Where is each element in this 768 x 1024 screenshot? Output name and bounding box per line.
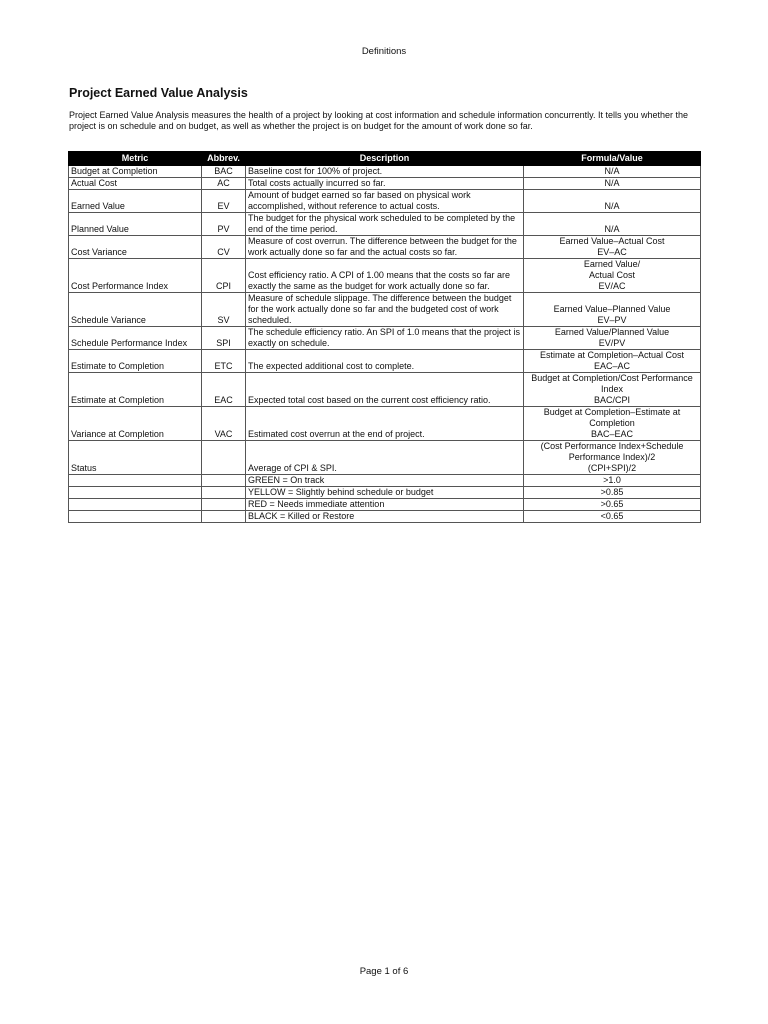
table-row (69, 166, 701, 178)
description-cell: Measure of schedule slippage. The difference between the budget for the work actually done so far and the budgeted cost of work scheduled. (246, 293, 524, 327)
abbrev-cell: SV (202, 293, 246, 327)
table-row (69, 213, 701, 236)
description-cell: BLACK = Killed or Restore (246, 511, 524, 523)
abbrev-cell: EAC (202, 373, 246, 407)
table-row (69, 487, 701, 499)
table-row (69, 190, 701, 213)
metric-cell: Status (69, 441, 202, 475)
formula-cell: N/A (524, 166, 701, 178)
abbrev-cell (202, 511, 246, 523)
description-cell: Estimated cost overrun at the end of project. (246, 407, 524, 441)
metric-cell: Budget at Completion (69, 166, 202, 178)
metric-cell: Actual Cost (69, 178, 202, 190)
description-cell: Expected total cost based on the current cost efficiency ratio. (246, 373, 524, 407)
table-row (69, 350, 701, 373)
table-row (69, 178, 701, 190)
metric-cell: Schedule Performance Index (69, 327, 202, 350)
table-row (69, 407, 701, 441)
table-row (69, 259, 701, 293)
formula-cell: Budget at Completion/Cost Performance Index BAC/CPI (524, 373, 701, 407)
metric-cell (69, 475, 202, 487)
abbrev-cell: PV (202, 213, 246, 236)
table-header-row (69, 152, 701, 166)
description-cell: Measure of cost overrun. The difference between the budget for the work actually done so far and the actual costs so far. (246, 236, 524, 259)
formula-cell: >0.65 (524, 499, 701, 511)
formula-cell: Estimate at Completion–Actual Cost EAC–AC (524, 350, 701, 373)
metric-cell: Schedule Variance (69, 293, 202, 327)
formula-cell: >1.0 (524, 475, 701, 487)
description-cell: Baseline cost for 100% of project. (246, 166, 524, 178)
formula-cell: Budget at Completion–Estimate at Completion BAC–EAC (524, 407, 701, 441)
description-cell: Average of CPI & SPI. (246, 441, 524, 475)
formula-cell: Earned Value/ Actual Cost EV/AC (524, 259, 701, 293)
table-row (69, 511, 701, 523)
intro-paragraph: Project Earned Value Analysis measures the health of a project by looking at cost information and schedule information concurrently. It tells you whether the project is on schedule and on budget, as well as whether the project is on budget for the amount of work done so far. (69, 110, 689, 131)
table-row (69, 373, 701, 407)
formula-cell: <0.65 (524, 511, 701, 523)
table-row (69, 236, 701, 259)
abbrev-cell (202, 441, 246, 475)
formula-cell: N/A (524, 178, 701, 190)
formula-cell: (Cost Performance Index+Schedule Performance Index)/2 (CPI+SPI)/2 (524, 441, 701, 475)
table-body (69, 166, 701, 523)
metric-cell (69, 511, 202, 523)
description-cell: The schedule efficiency ratio. An SPI of 1.0 means that the project is exactly on schedule. (246, 327, 524, 350)
formula-cell: N/A (524, 213, 701, 236)
abbrev-cell: SPI (202, 327, 246, 350)
abbrev-cell: AC (202, 178, 246, 190)
abbrev-cell (202, 475, 246, 487)
formula-cell: N/A (524, 190, 701, 213)
description-cell: GREEN = On track (246, 475, 524, 487)
page-footer: Page 1 of 6 (359, 966, 409, 977)
column-header-description: Description (246, 152, 524, 166)
description-cell: Amount of budget earned so far based on physical work accomplished, without reference to actual costs. (246, 190, 524, 213)
abbrev-cell (202, 487, 246, 499)
abbrev-cell: EV (202, 190, 246, 213)
metric-cell: Variance at Completion (69, 407, 202, 441)
abbrev-cell: CV (202, 236, 246, 259)
abbrev-cell: ETC (202, 350, 246, 373)
description-cell: The budget for the physical work scheduled to be completed by the end of the time period. (246, 213, 524, 236)
description-cell: YELLOW = Slightly behind schedule or budget (246, 487, 524, 499)
metric-cell (69, 487, 202, 499)
abbrev-cell: BAC (202, 166, 246, 178)
metric-cell: Planned Value (69, 213, 202, 236)
abbrev-cell (202, 499, 246, 511)
table-row (69, 327, 701, 350)
abbrev-cell: VAC (202, 407, 246, 441)
description-cell: The expected additional cost to complete. (246, 350, 524, 373)
column-header-formula: Formula/Value (524, 152, 701, 166)
column-header-metric: Metric (69, 152, 202, 166)
table-row (69, 293, 701, 327)
page-header: Definitions (361, 46, 407, 57)
description-cell: Total costs actually incurred so far. (246, 178, 524, 190)
table-row (69, 475, 701, 487)
metric-cell: Estimate to Completion (69, 350, 202, 373)
formula-cell: >0.85 (524, 487, 701, 499)
formula-cell: Earned Value–Actual Cost EV–AC (524, 236, 701, 259)
formula-cell: Earned Value–Planned Value EV–PV (524, 293, 701, 327)
abbrev-cell: CPI (202, 259, 246, 293)
metric-cell: Cost Performance Index (69, 259, 202, 293)
earned-value-table (68, 151, 701, 523)
metric-cell: Estimate at Completion (69, 373, 202, 407)
document-title: Project Earned Value Analysis (69, 86, 248, 100)
metric-cell: Earned Value (69, 190, 202, 213)
metric-cell (69, 499, 202, 511)
formula-cell: Earned Value/Planned Value EV/PV (524, 327, 701, 350)
table-row (69, 499, 701, 511)
table-row (69, 441, 701, 475)
column-header-abbrev: Abbrev. (202, 152, 246, 166)
description-cell: Cost efficiency ratio. A CPI of 1.00 means that the costs so far are exactly the same as the budget for work actually done so far. (246, 259, 524, 293)
metric-cell: Cost Variance (69, 236, 202, 259)
description-cell: RED = Needs immediate attention (246, 499, 524, 511)
